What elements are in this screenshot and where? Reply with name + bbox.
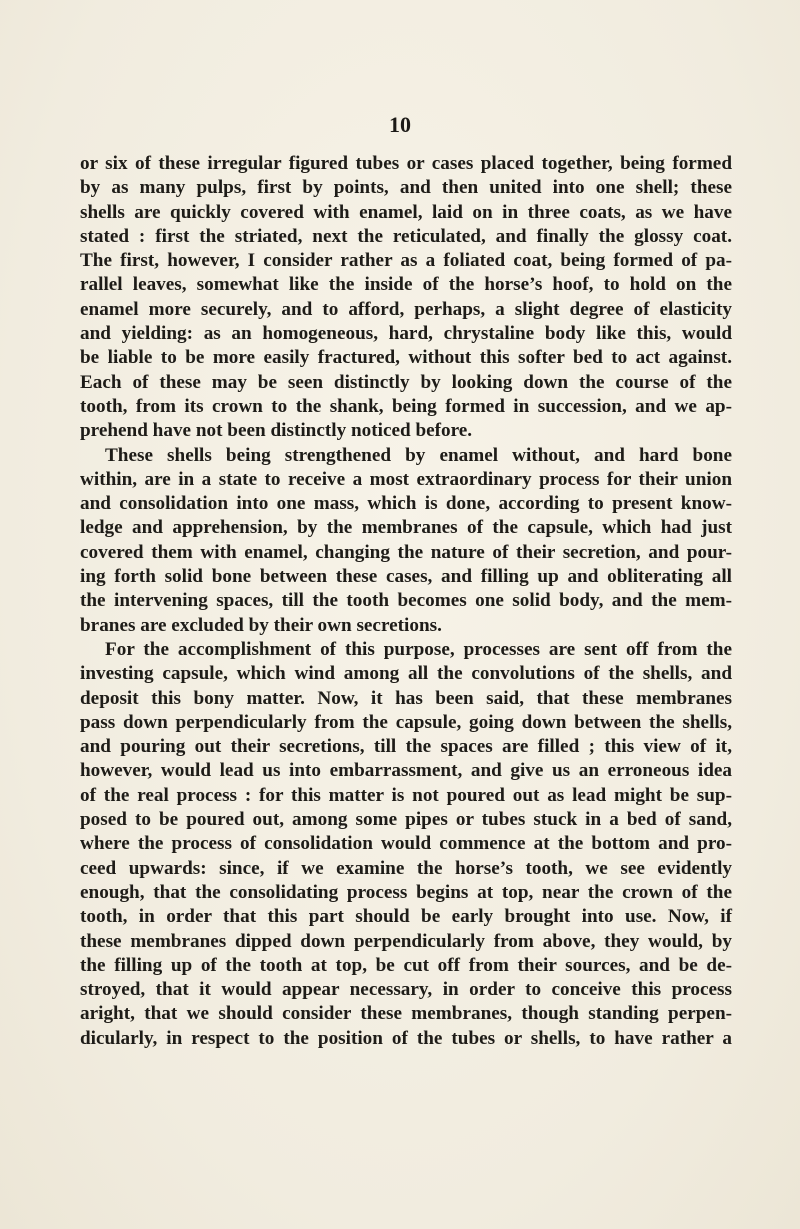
text-line: and pouring out their secretions, till the spaces are filled ; this view of it, [80, 736, 732, 758]
text-line: pass down perpendicularly from the capsule, going down between the shells, [80, 711, 732, 733]
text-line: tooth, from its crown to the shank, being formed in succession, and we ap- [80, 395, 732, 417]
body-text [80, 152, 732, 1051]
text-line: of the real process : for this matter is not poured out as lead might be sup- [80, 784, 732, 806]
text-line: by as many pulps, first by points, and then united into one shell; these [80, 177, 732, 199]
text-line: rallel leaves, somewhat like the inside of the horse’s hoof, to hold on the [80, 274, 732, 296]
text-line: ing forth solid bone between these cases, and filling up and obliterating all [80, 566, 732, 588]
text-line: investing capsule, which wind among all the convolutions of the shells, and [80, 663, 732, 685]
text-line: within, are in a state to receive a most extraordinary process for their union [80, 468, 732, 490]
text-line: enamel more securely, and to afford, perhaps, a slight degree of elasticity [80, 298, 732, 320]
text-line: ceed upwards: since, if we examine the horse’s tooth, we see evidently [80, 857, 732, 879]
text-line: dicularly, in respect to the position of the tubes or shells, to have rather a [80, 1027, 732, 1049]
text-line: Each of these may be seen distinctly by looking down the course of the [80, 371, 732, 393]
text-line: branes are excluded by their own secretions. [80, 614, 442, 636]
text-line: ledge and apprehension, by the membranes of the capsule, which had just [80, 517, 732, 539]
text-line: or six of these irregular figured tubes or cases placed together, being formed [80, 153, 732, 174]
text-line: For the accomplishment of this purpose, processes are sent off from the [105, 638, 732, 660]
text-line: and yielding: as an homogeneous, hard, chrystaline body like this, would [80, 323, 732, 345]
text-line: aright, that we should consider these membranes, though standing perpen- [80, 1003, 732, 1025]
text-line: posed to be poured out, among some pipes or tubes stuck in a bed of sand, [80, 809, 732, 831]
text-line: tooth, in order that this part should be early brought into use. Now, if [80, 906, 732, 928]
text-line: however, would lead us into embarrassment, and give us an erroneous idea [80, 760, 732, 782]
text-line: the intervening spaces, till the tooth becomes one solid body, and the mem- [80, 590, 732, 612]
text-line: The first, however, I consider rather as a foliated coat, being formed of pa- [80, 250, 732, 272]
text-line: where the process of consolidation would commence at the bottom and pro- [80, 833, 732, 855]
text-line: stroyed, that it would appear necessary, in order to conceive this process [80, 979, 732, 1001]
page-number: 10 [389, 112, 411, 137]
text-line: shells are quickly covered with enamel, laid on in three coats, as we have [80, 201, 732, 223]
text-line: the filling up of the tooth at top, be cut off from their sources, and be de- [80, 954, 732, 976]
text-line: stated : first the striated, next the reticulated, and finally the glossy coat. [80, 225, 732, 247]
text-line: covered them with enamel, changing the nature of their secretion, and pour- [80, 541, 732, 563]
text-line: enough, that the consolidating process begins at top, near the crown of the [80, 881, 732, 903]
text-line: These shells being strengthened by enamel without, and hard bone [105, 444, 732, 466]
text-line: deposit this bony matter. Now, it has been said, that these membranes [80, 687, 732, 709]
text-line: be liable to be more easily fractured, without this softer bed to act against. [80, 347, 732, 369]
text-line: and consolidation into one mass, which is done, according to present know- [80, 493, 732, 515]
text-line: these membranes dipped down perpendicularly from above, they would, by [80, 930, 732, 952]
text-line: prehend have not been distinctly noticed before. [80, 420, 473, 442]
